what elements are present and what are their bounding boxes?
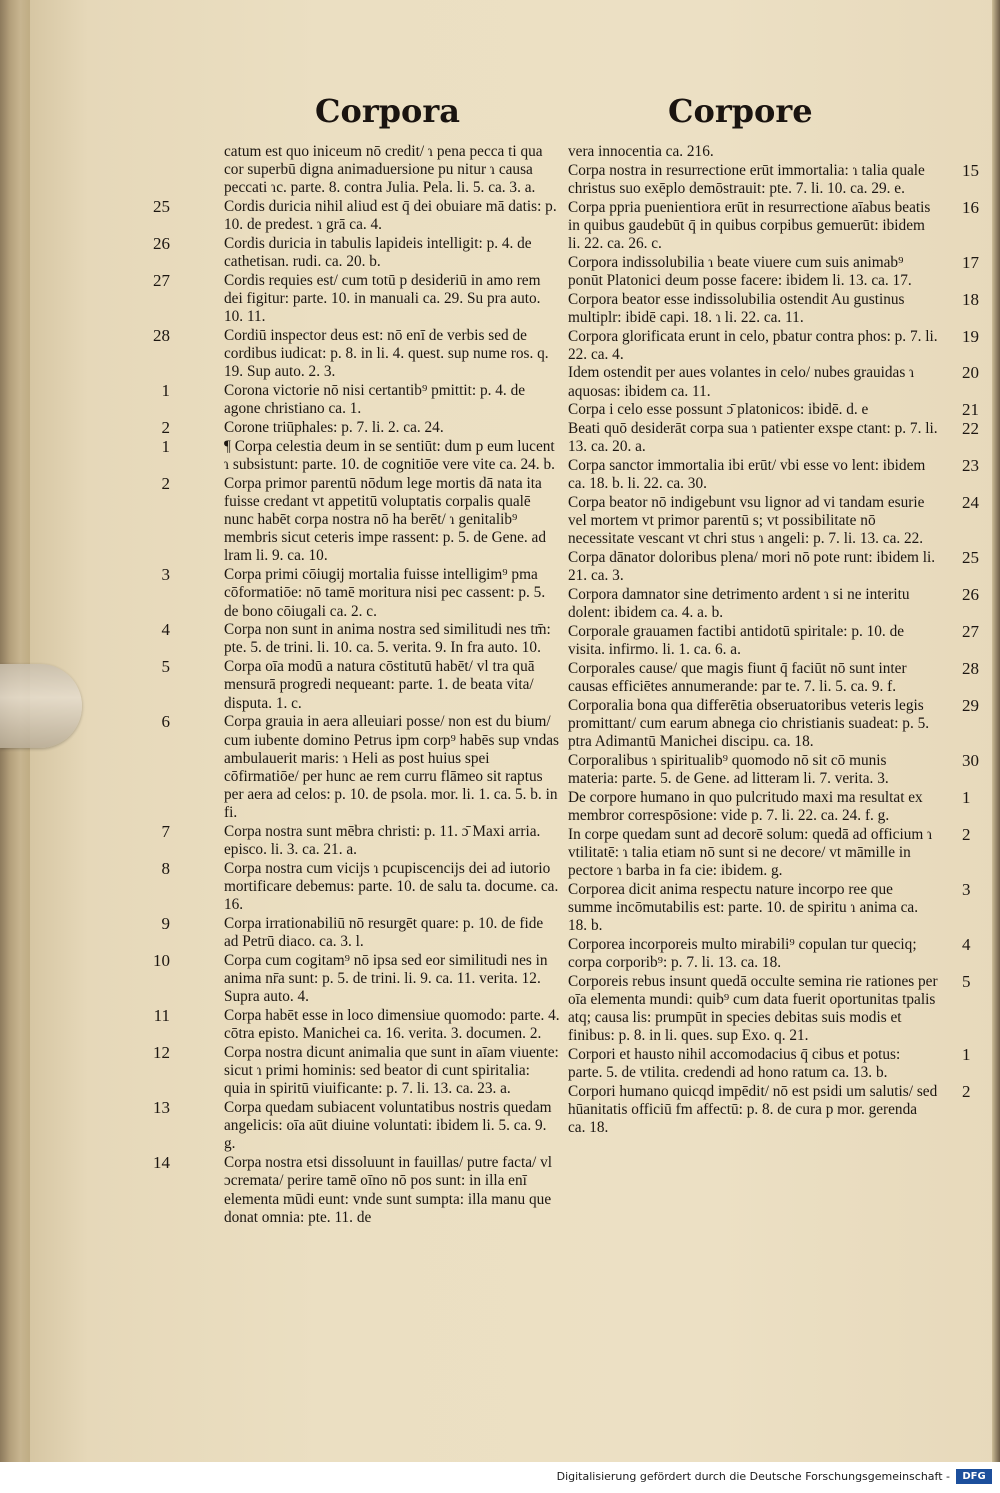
entry-number: 7 (161, 822, 170, 842)
entry-text: Corpa i celo esse possunt ɔ̄ platonicos: ibidē. d. e (568, 401, 869, 419)
entry-text: Corpa nostra cum vicijs ɿ pcupiscencijs dei ad iutorio mortificare debemus: parte. 10. de salu ta. docume. ca. 16. (224, 859, 559, 914)
index-entry (153, 950, 560, 1007)
index-entry (161, 914, 560, 951)
entry-number: 13 (153, 1098, 170, 1118)
index-entry (161, 620, 560, 657)
index-entry (568, 695, 979, 752)
entry-text: Corpa grauia in aera alleuiari posse/ non est du bium/ cum iubente domino Petrus ipm corp⁹ habēs sup vndas ambulauerit maris: ɿ Heli as post huius spei cōfirmatiōe/ per hunc ae rem curru flāmeo sit raptus per aera ad celos: p. 10. de psola. mor. li. 1. ca. 5. b. in fi. (224, 713, 560, 822)
entry-text: Cordis duricia in tabulis lapideis intelligit: p. 4. de cathetisan. rudi. ca. 20. b. (224, 235, 532, 271)
entry-text: Corpa sanctor immortalia ibi erūt/ vbi esse vo lent: ibidem ca. 18. b. li. 22. ca. 30. (568, 456, 926, 493)
entry-text: Corpora damnator sine detrimento ardent ɿ si ne interitu dolent: ibidem ca. 4. a. b. (568, 585, 910, 622)
entry-number: 16 (962, 197, 979, 217)
entry-text: Corporales cause/ que magis fiunt q̄ faciūt nō sunt inter causas efficiētes annumerande: par te. 7. li. 5. ca. 9. f. (568, 659, 907, 695)
entry-number: 10 (153, 950, 170, 970)
entry-number: 2 (161, 473, 170, 493)
entry-number: 3 (161, 565, 170, 585)
entry-number: 20 (962, 363, 979, 383)
entry-text: Corpa primor parentū nōdum lege mortis dā nata ita fuisse credant vt appetitū voluptatis corpalis qualē nunc habēt corpa nostra nō ha berēt/ ɿ genitalib⁹ membris sicut ceteris impe rassent: p. 5. de Gene. ad lram li. 9. ca. 10. (224, 474, 546, 565)
entry-text: Cordiū inspector deus est: nō enī de verbis sed de cordibus iudicat: p. 8. in li. 4. quest. sup nume ros. q. 19. Sup auto. 2. 3. (224, 327, 549, 381)
index-entry (161, 657, 560, 713)
entry-text: Corporea dicit anima respectu nature incorpo ree que summe incōmutabilis est: parte. 10. de spiritu ɿ anima ca. 18. b. (568, 880, 919, 935)
entry-text: Corpa habēt esse in loco dimensiue quomodo: parte. 4. cōtra episto. Manichei ca. 16. verita. 3. documen. 2. (224, 1007, 560, 1043)
entry-text: Corpa irrationabiliū nō resurgēt quare: p. 10. de fide ad Petrū diaco. ca. 3. l. (224, 915, 544, 951)
entry-text: Beati quō desiderāt corpa sua ɿ patienter exspe ctant: p. 7. li. 13. ca. 20. a. (568, 420, 938, 456)
entry-number: 25 (153, 197, 170, 217)
entry-text: Corporeis rebus insunt quedā occulte semina rie rationes per oīa elementa mundi: quib⁹ cum data fuerit oportunitas tpalis atq; causa lis: prumpūt in species debitas suis modis et finibus: p. 8. in li. ques. sup Exo. q. 21. (568, 972, 938, 1045)
index-entry (161, 436, 560, 474)
index-entry (161, 381, 560, 418)
dfg-logo: DFG (956, 1469, 992, 1484)
page-right-edge (992, 0, 1000, 1462)
index-entry (568, 879, 971, 936)
entry-number: 5 (161, 657, 170, 677)
entry-text: Corpa ppria puenientiora erūt in resurrectione aīabus beatis in quibus gaudebūt q̄ in quibus corpibus gemuerūt: ibidem li. 22. ca. 26. c. (568, 198, 931, 253)
entry-number: 25 (962, 547, 979, 567)
index-entry (161, 473, 560, 566)
entry-text: Cordis requies est/ cum totū p desideriū in amo rem dei figitur: parte. 10. in manuali ca. 29. Su pra auto. 10. 11. (224, 271, 541, 326)
index-entry (568, 824, 971, 881)
index-entry (568, 455, 979, 493)
entry-number: 28 (962, 658, 979, 678)
index-entry (568, 787, 971, 825)
entry-number: 1 (161, 436, 170, 456)
entry-number: 30 (962, 750, 979, 770)
index-entry (568, 252, 979, 290)
entry-text: ¶ Corpa celestia deum in se sentiūt: dum p eum lucent ɿ subsistunt: parte. 10. de cognitiōe vere vite ca. 24. b. (224, 437, 555, 473)
index-entry (568, 363, 979, 400)
running-header-right: Corpore (668, 92, 813, 130)
index-entry (568, 143, 938, 161)
entry-number: 21 (962, 400, 979, 420)
index-entry (153, 197, 560, 234)
index-entry (161, 712, 560, 822)
entry-text: Corporea incorporeis multo mirabili⁹ copulan tur queciq; corpa corporib⁹: p. 7. li. 13. ca. 18. (568, 935, 917, 971)
entry-number: 2 (962, 1081, 971, 1101)
index-entry (568, 750, 979, 788)
index-entry (568, 197, 979, 254)
entry-number: 22 (962, 419, 979, 439)
entry-text: Corpa cum cogitam⁹ nō ipsa sed eor similitudi nes in anima nr̄a sunt: p. 5. de trini. li. 9. ca. 11. verita. 12. Supra auto. 4. (224, 951, 548, 1006)
index-entry (153, 1042, 560, 1099)
index-entry (161, 418, 560, 438)
entry-text: Corpa nostra etsi dissoluunt in fauillas/ putre facta/ vl ɔcremata/ perire tamē oīno nō pos sunt: in illa enī elementa mūdi eunt: vnde sunt sumpta: illa manu que donat omnia: pte. 11. de (224, 1154, 552, 1226)
entry-text: Corpa oīa modū a natura cōstitutū habēt/ vl tra quā mensurā progredi nequeant: parte. 1. de beata vita/ disputa. 1. c. (224, 658, 535, 712)
entry-number: 1 (962, 787, 971, 807)
entry-text: Corpa beator nō indigebunt vsu lignor ad vi tandam esurie vel mortem vt primor parentū s; vt possibilitate nō necessitate vescant vt chri stus ɿ angeli: p. 7. li. 13. ca. 22. (568, 493, 925, 548)
entry-number: 11 (153, 1006, 170, 1026)
index-entry (153, 234, 560, 271)
entry-text: Corpa dānator doloribus plena/ mori nō pote runt: ibidem li. 21. ca. 3. (568, 548, 936, 585)
right-column (568, 143, 979, 1138)
left-column (153, 143, 560, 1227)
index-entry (161, 858, 560, 915)
entry-number: 1 (962, 1044, 971, 1064)
entry-text: Corona victorie nō nisi certantib⁹ pmittit: p. 4. de agone christiano ca. 1. (224, 382, 526, 418)
entry-text: Corpa primi cōiugij mortalia fuisse intelligim⁹ pma cōformatiōe: nō tamē moritura nisi pec cassent: p. 5. de bono cōiugali ca. 2. c. (224, 566, 546, 620)
entry-number: 19 (962, 326, 979, 346)
funding-credit: Digitalisierung gefördert durch die Deutsche Forschungsgemeinschaft - (556, 1470, 950, 1483)
footer-bar (0, 1462, 1000, 1493)
entry-number: 14 (153, 1153, 170, 1173)
entry-number: 4 (161, 620, 170, 640)
index-entry (568, 547, 979, 585)
running-header-left: Corpora (315, 92, 460, 130)
entry-text: In corpe quedam sunt ad decorē solum: quedā ad officium ɿ vtilitatē: ɿ talia etiam nō sunt si ne decore/ vt māmille in pectore ɿ barba in fa cie: ibidem. g. (568, 825, 933, 879)
entry-number: 15 (962, 160, 979, 180)
entry-text: Idem ostendit per aues volantes in celo/ nubes grauidas ɿ aquosas: ibidem ca. 11. (568, 364, 915, 400)
index-entry (153, 1006, 560, 1043)
entry-text: catum est quo iniceum nō credit/ ɿ pena pecca ti qua cor superbū digna animaduersione pu nitur ɿ causa peccati ɿc. parte. 8. contra Julia. Pela. li. 5. ca. 3. a. (224, 143, 543, 197)
entry-number: 4 (962, 934, 971, 954)
index-entry (180, 143, 560, 198)
entry-text: vera innocentia ca. 216. (568, 143, 714, 160)
entry-text: Corpori et hausto nihil accomodacius q̄ cibus et potus: parte. 5. de vtilita. credendi ad hono ratum ca. 13. b. (568, 1045, 901, 1082)
entry-text: Cordis duricia nihil aliud est q̄ dei obuiare mā datis: p. 10. de predest. ɿ grā ca. 4. (224, 198, 557, 234)
index-entry (153, 1153, 560, 1227)
book-clip (0, 664, 82, 748)
entry-text: Corpa quedam subiacent voluntatibus nostris quedam angelicis: oīa aūt diuine voluntati: ibidem li. 5. ca. 9. g. (224, 1099, 552, 1153)
entry-number: 28 (153, 326, 170, 346)
entry-number: 5 (962, 971, 971, 991)
entry-number: 6 (161, 712, 170, 732)
entry-number: 26 (153, 234, 170, 254)
entry-number: 23 (962, 455, 979, 475)
entry-number: 2 (161, 418, 170, 438)
entry-text: Corpa nostra in resurrectione erūt immortalia: ɿ talia quale christus suo exēplo demōstrauit: pte. 7. li. 10. ca. 29. e. (568, 161, 925, 197)
entry-text: Corpora beator esse indissolubilia ostendit Au gustinus multiplr: ibidē capi. 18. ɿ li. 22. ca. 11. (568, 290, 905, 326)
index-entry (568, 934, 971, 972)
index-entry (568, 971, 971, 1046)
entry-text: Corpora glorificata erunt in celo, pbatur contra phos: p. 7. li. 22. ca. 4. (568, 327, 938, 363)
index-entry (568, 1081, 971, 1138)
entry-number: 27 (962, 621, 979, 641)
index-entry (153, 270, 560, 327)
index-entry (568, 400, 979, 420)
entry-text: De corpore humano in quo pulcritudo maxi ma resultat ex membror correspōsione: vide p. 7. li. 22. ca. 24. f. g. (568, 788, 923, 824)
index-entry (568, 419, 979, 456)
entry-number: 2 (962, 824, 971, 844)
entry-number: 17 (962, 252, 979, 272)
index-entry (153, 1098, 560, 1154)
entry-number: 29 (962, 695, 979, 715)
index-entry (568, 584, 979, 622)
entry-text: Corone triūphales: p. 7. li. 2. ca. 24. (224, 419, 444, 437)
index-entry (161, 565, 560, 621)
index-entry (568, 326, 979, 364)
entry-number: 26 (962, 584, 979, 604)
index-entry (153, 326, 560, 382)
entry-number: 18 (962, 289, 979, 309)
entry-text: Corporalibus ɿ spiritualib⁹ quomodo nō sit cō munis materia: parte. 5. de Gene. ad litteram li. 7. verita. 3. (568, 751, 889, 787)
entry-number: 12 (153, 1042, 170, 1062)
index-entry (568, 289, 979, 327)
index-entry (568, 160, 979, 198)
entry-number: 3 (962, 879, 971, 899)
entry-text: Corpa nostra dicunt animalia que sunt in aīam viuente: sicut ɿ primi hominis: sed beator di cunt spiritalia: quia in spiritū viuificante: p. 7. li. 13. ca. 23. a. (224, 1043, 559, 1098)
entry-text: Corporalia bona qua differētia obseruatoribus veteris legis promittant/ cum earum abnega cio christianis suadeat: p. 5. ptra Adimantū Manichei discipu. ca. 18. (568, 696, 930, 750)
entry-number: 1 (161, 381, 170, 401)
index-entry (568, 621, 979, 659)
index-entry (568, 1044, 971, 1082)
entry-text: Corpora indissolubilia ɿ beate viuere cum suis animab⁹ ponūt Platonici deum posse facere: ibidem li. 13. ca. 17. (568, 253, 912, 289)
entry-text: Corpa nostra sunt mēbra christi: p. 11. ɔ̄ Maxi arria. episco. li. 3. ca. 21. a. (224, 823, 541, 859)
entry-text: Corpa non sunt in anima nostra sed similitudi nes tm̄: pte. 5. de trini. li. 10. ca. 5. verita. 9. In fra auto. 10. (224, 621, 551, 657)
entry-text: Corpori humano quicqd impēdit/ nō est psidi um salutis/ sed hūanitatis officiū fm affectū: p. 8. de cura p mor. gerenda ca. 18. (568, 1082, 938, 1137)
index-entry (568, 658, 979, 696)
entry-number: 9 (161, 914, 170, 934)
index-entry (568, 492, 979, 549)
entry-number: 24 (962, 492, 979, 512)
entry-number: 8 (161, 858, 170, 878)
entry-text: Corporale grauamen factibi antidotū spiritale: p. 10. de visita. infirmo. li. 1. ca. 6. a. (568, 622, 905, 658)
index-entry (161, 822, 560, 859)
entry-number: 27 (153, 270, 170, 290)
